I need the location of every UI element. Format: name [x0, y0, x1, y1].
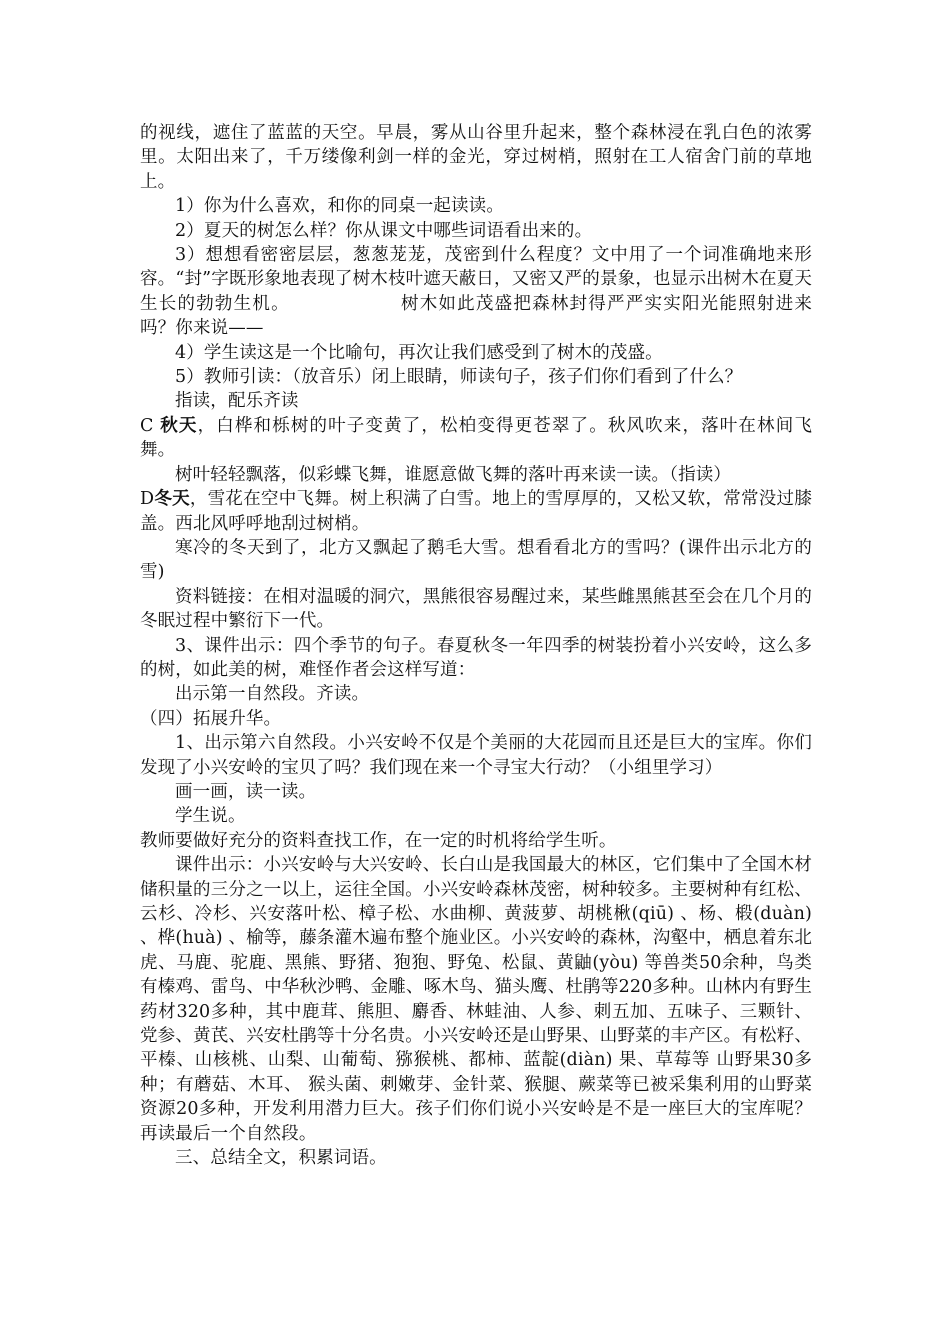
question-5: 5）教师引读：（放音乐）闭上眼睛，师读句子，孩子们你们看到了什么？ — [175, 367, 743, 388]
section-4-item-2: 画一画，读一读。 — [175, 781, 317, 802]
section-autumn — [140, 414, 812, 463]
question-3-followup: 树木如此茂盛把森林封得严严实实阳光能照射进来吗？你来说—— — [140, 293, 812, 339]
section-4-heading: （四）拓展升华。 — [140, 708, 282, 729]
question-1: 1）你为什么喜欢，和你的同桌一起读读。 — [175, 196, 504, 217]
winter-note: 寒冷的冬天到了，北方又飘起了鹅毛大雪。想看看北方的雪吗？(课件出示北方的雪) — [140, 537, 812, 583]
step-3-note: 出示第一自然段。齐读。 — [175, 684, 370, 705]
paragraph-forest-morning: 的视线，遮住了蓝蓝的天空。早晨，雾从山谷里升起来，整个森林浸在乳白色的浓雾里。太阳出来了，千万缕像利剑一样的金光，穿过树梢，照射在工人宿舍门前的草地上。 — [140, 123, 812, 192]
autumn-label: C — [140, 415, 161, 436]
courseware-resource: 课件出示：小兴安岭与大兴安岭、长白山是我国最大的林区，它们集中了全国木材储积量的三分之一以上，运往全国。小兴安岭森林茂密，树种较多。主要树种有红松、云杉、冷杉、兴安落叶松、樟子松、水曲柳、黄菠萝、胡桃楸(qiū) 、杨、椴(duàn) 、桦(huà) 、榆等，藤条灌木遍布整个施业区。小兴安岭的森林，沟壑中，栖息着东北虎、马鹿、驼鹿、黑熊、野猪、狍狍、野兔、松鼠、黄鼬(yòu) 等兽类50余种，鸟类有榛鸡、雷鸟、中华秋沙鸭、金雕、啄木鸟、猫头鹰、杜鹃等220多种。山林内有野生药材320多种，其中鹿茸、熊胆、麝香、林蛙油、人参、刺五加、五味子、三颗针、 党参、黄芪、兴安杜鹃等十分名贵。小兴安岭还是山野果、山野菜的丰产区。有松籽、平榛、山核桃、山梨、山葡萄、猕猴桃、都柿、蓝靛(diàn) 果、草莓等 山野果30多种；有蘑菇、木耳、 猴头菌、刺嫩芽、金针菜、猴腿、蕨菜等已被采集利用的山野菜资源20多种，开发利用潜力巨大。孩子们你们说小兴安岭是不是一座巨大的宝库呢？再读最后一个自然段。 — [140, 855, 812, 1144]
section-4-item-4: 教师要做好充分的资料查找工作，在一定的时机将给学生听。 — [140, 830, 617, 851]
section-4-item-3: 学生说。 — [175, 806, 246, 827]
autumn-text: ，白桦和栎树的叶子变黄了，松柏变得更苍翠了。秋风吹来，落叶在林间飞舞。 — [140, 415, 812, 461]
document-page — [140, 121, 812, 1170]
summary-heading: 三、总结全文，积累词语。 — [175, 1148, 387, 1169]
section-4-item-1: 1、出示第六自然段。小兴安岭不仅是个美丽的大花园而且还是巨大的宝库。你们发现了小兴安岭的宝贝了吗？我们现在来一个寻宝大行动？（小组里学习） — [140, 733, 812, 778]
winter-season: 冬天 — [154, 489, 190, 510]
section-winter — [140, 487, 812, 536]
autumn-season: 秋天 — [160, 415, 198, 436]
step-3: 3、课件出示：四个季节的句子。春夏秋冬一年四季的树装扮着小兴安岭，这么多的树，如此美的树，难怪作者会这样写道： — [140, 635, 812, 680]
question-3 — [140, 243, 812, 341]
question-2: 2）夏天的树怎么样？你从课文中哪些词语看出来的。 — [175, 220, 593, 241]
question-3-text: 3）想想看密密层层，葱葱茏茏，茂密到什么程度？文中用了一个词准确地来形容。“封”字既形象地表现了树木枝叶遮天蔽日，又密又严的景象，也显示出树木在夏天生长的勃勃生机。 — [140, 245, 812, 314]
winter-label: D — [140, 489, 155, 510]
winter-text: ，雪花在空中飞舞。树上积满了白雪。地上的雪厚厚的，又松又软，常常没过膝盖。西北风呼呼地刮过树梢。 — [140, 489, 812, 534]
question-5-note: 指读，配乐齐读 — [175, 391, 299, 412]
winter-resource-link: 资料链接：在相对温暖的洞穴，黑熊很容易醒过来，某些雌黑熊甚至会在几个月的冬眠过程中繁衍下一代。 — [140, 586, 812, 632]
autumn-note: 树叶轻轻飘落，似彩蝶飞舞，谁愿意做飞舞的落叶再来读一读。（指读） — [175, 464, 732, 485]
question-4: 4）学生读这是一个比喻句，再次让我们感受到了树木的茂盛。 — [175, 342, 663, 363]
